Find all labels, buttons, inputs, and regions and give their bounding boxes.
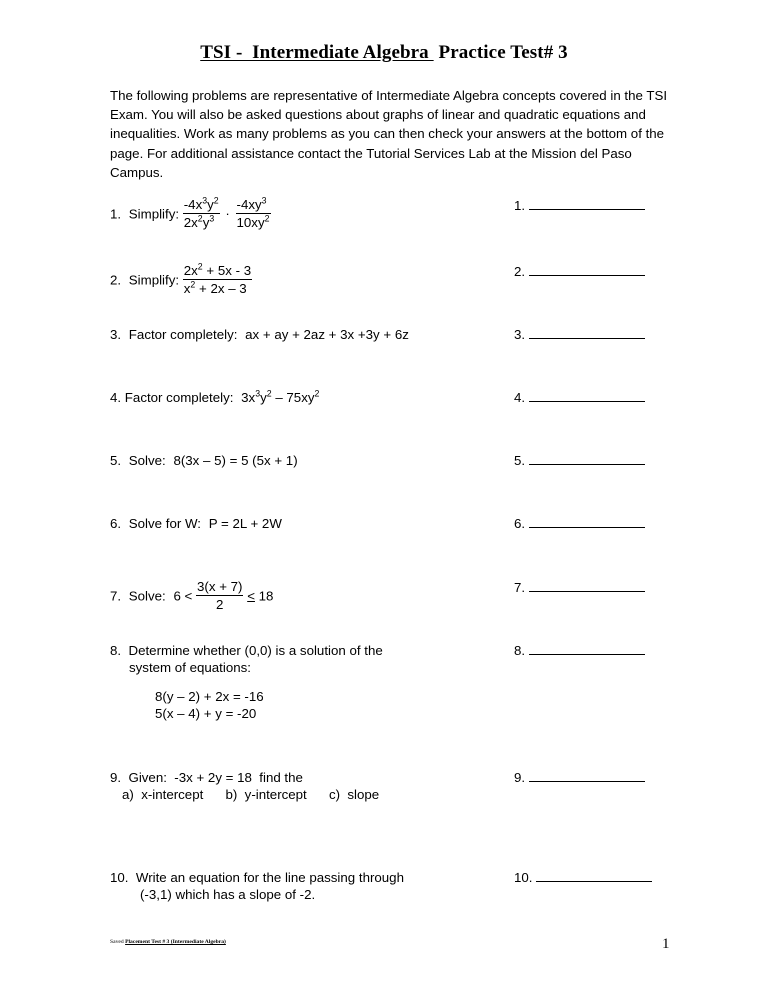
problem-3-expression: ax + ay + 2az + 3x +3y + 6z	[245, 327, 409, 342]
page-title-underlined: TSI - Intermediate Algebra	[200, 42, 434, 63]
frac1-bot-base: 2x	[183, 215, 198, 230]
page-number: 1	[662, 936, 670, 952]
frac2-bot-sup: 2	[264, 213, 270, 224]
problem-2-number: 2.	[110, 272, 122, 288]
problem-8-prompt-line1: Determine whether (0,0) is a solution of the	[128, 643, 383, 658]
p4-expr-c: – 75xy	[271, 390, 315, 405]
p2-den-sup: 2	[190, 279, 196, 290]
p2-num-sup: 2	[197, 261, 203, 272]
problem-9-prompt: Given: -3x + 2y = 18 find the	[128, 770, 303, 785]
frac1-top-mid: y	[207, 197, 214, 212]
answer-6-rule[interactable]	[529, 516, 645, 528]
problem-9-option-b: b) y-intercept	[225, 787, 307, 802]
answer-blank-4[interactable]	[514, 389, 645, 406]
answer-blank-10[interactable]	[514, 869, 652, 886]
problem-8-equation-1: 8(y – 2) + 2x = -16	[155, 689, 264, 704]
frac1-top-base: -4x	[183, 197, 203, 212]
answer-3-label: 3.	[514, 327, 526, 342]
answer-9-rule[interactable]	[529, 770, 645, 782]
problem-10	[110, 869, 510, 903]
p4-expr-a: 3x	[241, 390, 256, 405]
problem-1-number: 1.	[110, 206, 122, 222]
problem-4-prompt: Factor completely:	[124, 390, 234, 405]
problem-6-expression: P = 2L + 2W	[208, 516, 282, 531]
problem-7-fraction	[196, 579, 243, 612]
problem-1-fraction-1	[183, 197, 220, 230]
p2-num-post: + 5x - 3	[202, 263, 252, 278]
problem-7-left-bound: 6 <	[173, 588, 193, 604]
answer-8-rule[interactable]	[529, 643, 645, 655]
problem-9-number: 9.	[110, 770, 122, 785]
problem-2-fraction	[183, 263, 252, 296]
p7-frac-top: 3(x + 7)	[197, 579, 243, 594]
problem-6-prompt: Solve for W:	[128, 516, 201, 531]
problem-7	[110, 579, 510, 612]
problem-8-equation-2: 5(x – 4) + y = -20	[155, 706, 257, 721]
answer-6-label: 6.	[514, 516, 526, 531]
frac1-top-sup2: 2	[213, 195, 219, 206]
problem-3	[110, 326, 510, 343]
problem-9-option-c: c) slope	[328, 787, 380, 802]
answer-7-rule[interactable]	[529, 580, 645, 592]
answer-1-rule[interactable]	[529, 198, 645, 210]
p2-den-post: + 2x – 3	[195, 281, 247, 296]
problem-2-prompt: Simplify:	[128, 272, 180, 288]
multiplication-operator: ·	[225, 206, 230, 222]
problem-9-option-a: a) x-intercept	[122, 787, 204, 802]
answer-blank-2[interactable]	[514, 263, 645, 280]
less-than-or-equal-icon: <	[247, 588, 255, 604]
problem-5-number: 5.	[110, 453, 122, 468]
answer-8-label: 8.	[514, 643, 526, 658]
problem-2	[110, 263, 510, 296]
problem-10-prompt-line1: Write an equation for the line passing through	[135, 870, 404, 885]
problem-10-prompt-line2: (-3,1) which has a slope of -2.	[140, 887, 316, 902]
frac1-bot-sup2: 3	[209, 213, 215, 224]
frac1-bot-mid: y	[202, 215, 210, 230]
frac1-bot-sup1: 2	[197, 213, 203, 224]
answer-blank-6[interactable]	[514, 515, 645, 532]
problem-4	[110, 389, 510, 406]
problem-6-number: 6.	[110, 516, 122, 531]
document-footer	[110, 938, 226, 946]
answer-9-label: 9.	[514, 770, 526, 785]
problem-8-prompt-line2: system of equations:	[129, 660, 251, 675]
problem-7-number: 7.	[110, 588, 122, 604]
problem-4-number: 4.	[110, 390, 122, 405]
problem-8-number: 8.	[110, 643, 122, 658]
answer-5-rule[interactable]	[529, 453, 645, 465]
answer-2-rule[interactable]	[529, 264, 645, 276]
intro-paragraph: The following problems are representative of Intermediate Algebra concepts covered in the TSI Exam. You will also be asked questions about graphs of linear and quadratic equations and inequalities. Work as many problems as you can then check your answers at the bottom of the page. For additional assistance contact the Tutorial Services Lab at the Mission del Paso Campus.	[110, 88, 668, 180]
frac2-top-sup: 3	[261, 195, 267, 206]
answer-blank-8[interactable]	[514, 642, 645, 659]
page-title	[0, 42, 768, 64]
p4-expr-b: y	[260, 390, 267, 405]
problem-3-prompt: Factor completely:	[128, 327, 238, 342]
answer-blank-7[interactable]	[514, 579, 645, 596]
answer-7-label: 7.	[514, 580, 526, 595]
answer-10-label: 10.	[514, 870, 533, 885]
problem-1-fraction-2	[236, 197, 271, 230]
answer-10-rule[interactable]	[536, 870, 652, 882]
p4-sup-a: 3	[255, 388, 261, 399]
answer-4-label: 4.	[514, 390, 526, 405]
p4-sup-b: 2	[266, 388, 272, 399]
answer-blank-9[interactable]	[514, 769, 645, 786]
p4-sup-c: 2	[314, 388, 320, 399]
frac1-top-sup1: 3	[202, 195, 208, 206]
p2-num-pre: 2x	[183, 263, 198, 278]
p7-frac-bot: 2	[216, 597, 224, 612]
page-title-plain: Practice Test# 3	[433, 42, 568, 63]
problem-1	[110, 197, 510, 230]
answer-blank-1[interactable]	[514, 197, 645, 214]
problem-6	[110, 515, 510, 532]
problem-7-right-bound: 18	[258, 588, 274, 604]
answer-blank-5[interactable]	[514, 452, 645, 469]
answer-blank-3[interactable]	[514, 326, 645, 343]
problem-5-expression: 8(3x – 5) = 5 (5x + 1)	[173, 453, 298, 468]
problem-4-expression	[241, 390, 319, 405]
problem-10-number: 10.	[110, 870, 129, 885]
answer-2-label: 2.	[514, 264, 526, 279]
problem-7-prompt: Solve:	[128, 588, 166, 604]
footer-title: Placement Test # 3 (Intermediate Algebra)	[125, 939, 226, 945]
problem-1-prompt: Simplify:	[128, 206, 180, 222]
frac2-bot-base: 10xy	[236, 215, 265, 230]
footer-prefix: Saved	[110, 939, 126, 945]
frac2-top-base: -4xy	[236, 197, 262, 212]
problem-5	[110, 452, 510, 469]
answer-5-label: 5.	[514, 453, 526, 468]
problem-5-prompt: Solve:	[128, 453, 166, 468]
answer-3-rule[interactable]	[529, 327, 645, 339]
p2-den-pre: x	[183, 281, 191, 296]
problem-8	[110, 642, 510, 722]
problem-3-number: 3.	[110, 327, 122, 342]
answer-1-label: 1.	[514, 198, 526, 213]
problem-9	[110, 769, 510, 803]
answer-4-rule[interactable]	[529, 390, 645, 402]
